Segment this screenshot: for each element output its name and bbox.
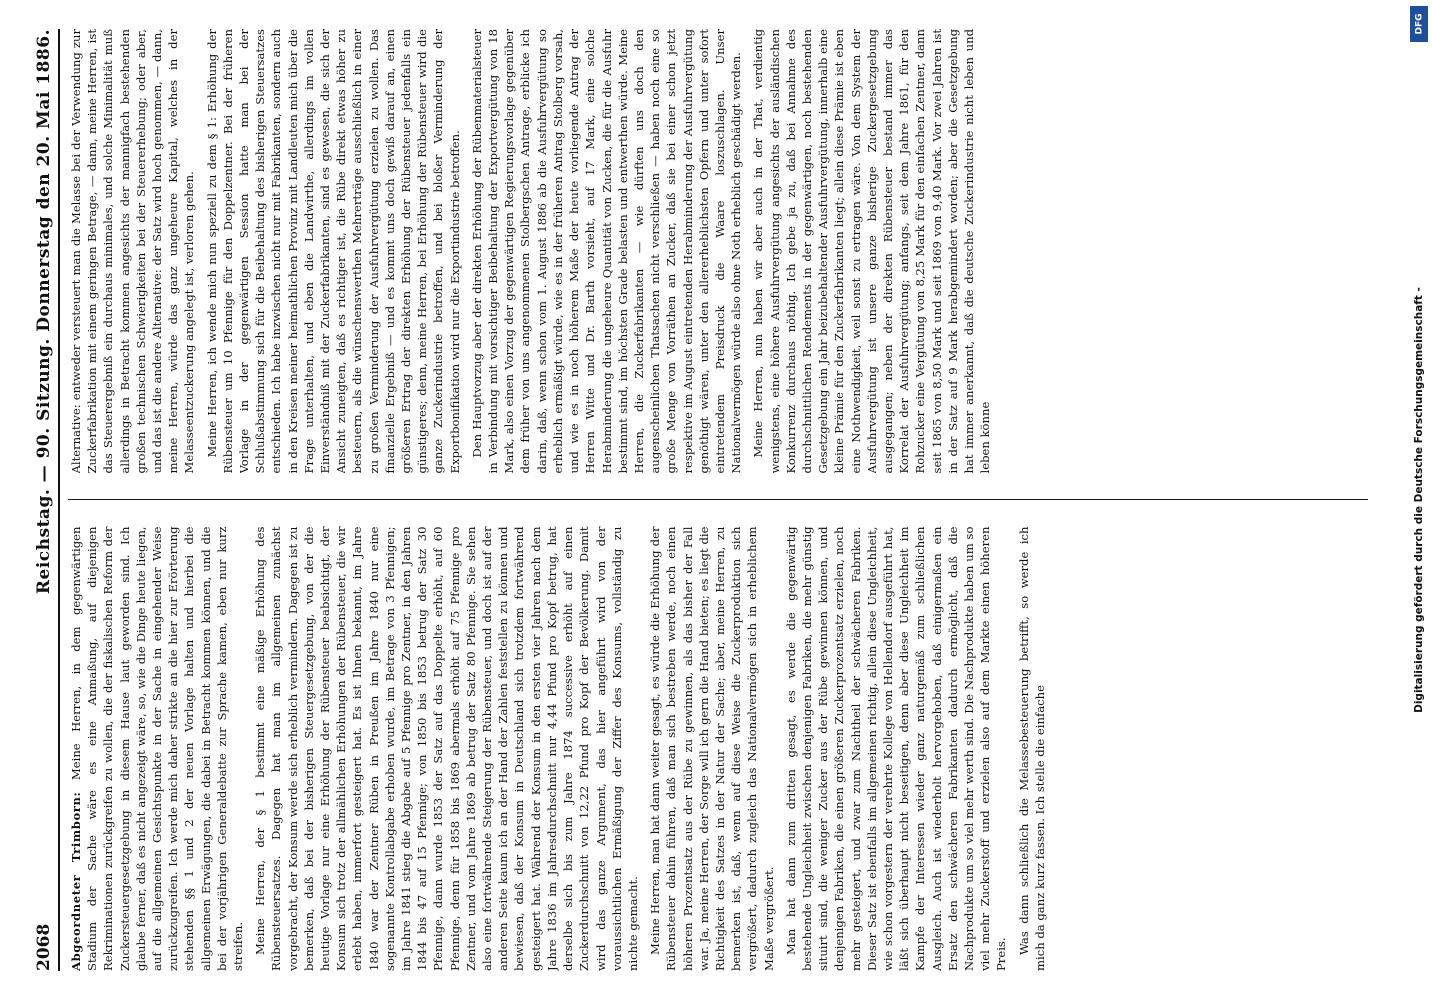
digitization-credit — [1412, 8, 1426, 992]
paragraph: Was dann schließlich die Melassebesteuerung betrifft, so werde ich mich da ganz kurz fassen. Ich stelle die einfache — [1016, 526, 1047, 971]
page-header — [34, 29, 60, 971]
speaker-name: Abgeordneter Trimborn: — [69, 791, 83, 971]
paragraph: Meine Herren, man hat dann weiter gesagt, es würde die Erhöhung der Rübensteuer dahin führen, daß man sich bestreben werde, noch einen höheren Prozentsatz aus der Rübe zu gewinnen, als das bisher der Fall war. Ja, meine Herren, der Sorge will ich gern die Hand bieten; es liegt die Richtigkeit des Satzes in der Natur der Sache; aber, meine Herren, zu bemerken ist, daß, wenn auf diese Weise die Zuckerproduktion sich vergrößert, dadurch zugleich das Nationalvermögen sich in erheblichem Maße vergrößert. — [648, 526, 776, 971]
dfg-logo-text: DFG — [1414, 13, 1425, 35]
paragraph: Alternative: entweder versteuert man die Melasse bei der Verwendung zur Zuckerfabrikation mit einem geringen Betrage, — dann, meine Herren, ist das Steuerergebniß ein durchaus minimales, und solche Minimalität muß allerdings in Betracht kommen angesichts der mannigfach bestehenden großen technischen Schwierigkeiten bei der Steuererhebung; oder aber, und das ist die andere Alternative: der Satz wird hoch genommen, — dann, meine Herren, würde das ganz ungeheure Kapital, welches in der Melasseentzuckerung angelegt ist, verloren gehen. — [69, 29, 197, 474]
column-right — [68, 29, 1368, 474]
column-divider — [68, 500, 1368, 501]
paragraph: Meine Herren, der § 1 bestimmt eine mäßige Erhöhung des Rübensteuersatzes. Dagegen hat man im allgemeinen zunächst vorgebracht, der Konsum werde sich erheblich vermindern. Dagegen ist zu bemerken, daß bei der bisherigen Steuergesetzgebung, von der die heutige Vorlage nur eine Erhöhung der Rübensteuer beabsichtigt, der Konsum sich trotz der allmählichen Erhöhungen der Rübensteuer, die wir erlebt haben, immerfort gesteigert hat. Es ist Ihnen bekannt, im Jahre 1840 war der Zentner Rüben in Preußen im Jahre 1840 nur eine sogenannte Kontrollabgabe erhoben wurde, im Betrage von 3 Pfennigen; im Jahre 1841 stieg die Abgabe auf 5 Pfennige pro Zentner, in den Jahren 1844 bis 47 auf 15 Pfennige; von 1850 bis 1853 betrug der Satz 30 Pfennige, dann wurde 1853 der Satz auf das Doppelte erhöht, auf 60 Pfennige, denn für 1858 bis 1869 abermals erhöht auf 75 Pfennige pro Zentner, und vom Jahre 1869 ab betrug der Satz 80 Pfennige. Sie sehen also eine fortwährende Steigerung der Rübensteuer, und doch ist auf der anderen Seite kaum ich an der Hand der Zahlen feststellen zu können und bewiesen, daß der Konsum in Deutschland sich trotzdem fortwährend gesteigert hat. Während der Konsum in den ersten vier Jahren nach dem Jahre 1836 im Jahresdurchschnitt nur 4,44 Pfund pro Kopf betrug, hat derselbe sich bis zum Jahre 1874 successive erhöht auf einen Zuckerdurchschnitt von 12,22 Pfund pro Kopf der Bevölkerung. Damit wird das ganze Argument, das hier angeführt wird von der voraussichtlichen Ermäßigung der Ziffer des Konsums, vollständig zu nichte gemacht. — [253, 526, 640, 971]
paragraph: Man hat dann zum dritten gesagt, es werde die gegenwärtig bestehende Ungleichheit zwischen denjenigen Fabriken, die mehr günstig situirt sind, die weniger Zucker aus der Rübe gewinnen können, und denjenigen Fabriken, die einen größeren Zuckerprozentsatz erzielen, noch mehr gesteigert, und zwar zum Nachtheil der schwächeren Fabriken. Dieser Satz ist ebenfalls im allgemeinen richtig, allein diese Ungleichheit, wie schon vorgestern der verehrte Kollege von Hellendorf ausgeführt hat, läßt sich überhaupt nicht beseitigen, denn aber diese Ungleichheit im Kampfe der Interessen wieder ganz naturgemäß zum schließlichen Ausgleich. Auch ist wiederholt hervorgehoben, daß einigermaßen ein Ersatz den schwächeren Fabrikanten dadurch ermöglicht, daß die Nachprodukte um so viel mehr werth sind. Die Nachprodukte haben um so viel mehr Zuckerstoff und erzielen also auf dem Markte einen höheren Preis. — [783, 526, 1009, 971]
paragraph: Meine Herren, ich wende mich nun speziell zu dem § 1: Erhöhung der Rübensteuer um 10 Pfennige für den Doppelzentner. Bei der früheren Vorlage in der gegenwärtigen Session hatte man bei der Schlußabstimmung sich für die Beibehaltung des bisherigen Steuersatzes entschieden. Ich habe inzwischen nicht nur mit Fabrikanten, sondern auch in den Kreisen meiner heimathlichen Provinz mit Landleuten mich über die Frage unterhalten, und eben die Landwirthe, allerdings im vollen Einverständniß mit der Zuckerfabrikanten, sind es gewesen, die sich der Ansicht zuneigten, daß es richtiger ist, die Rübe direkt etwas höher zu besteuern, als die wünschenswerthen Mehrerträge ausschließlich in einer zu großen Verminderung der Ausfuhrvergütung erzielen zu wollen. Das finanzielle Ergebniß — und es kommt uns doch gewiß darauf an, einen größeren Ertrag der direkten Erhöhung der Rübensteuer jedenfalls ein günstigeres; denn, meine Herren, bei Erhöhung der Rübensteuer wird die ganze Zuckerindustrie betroffen, und bei bloßer Verminderung der Exportbonifikation wird nur die Exportindustrie betroffen. — [204, 29, 462, 474]
paragraph-text: Meine Herren, in dem gegenwärtigen Stadium der Sache wäre es eine Anmaßung, auf diejenigen Rekriminationen zurückgreifen zu wollen, die der fiskalischen Reform der Zuckersteuergesetzgebung in diesem Hause laut geworden sind. Ich glaube ferner, daß es nicht angezeigt wäre, so, wie die Dinge heute liegen, auf die allgemeinen Gesichtspunkte in der Sache in eingehender Weise zurückzugreifen. Ich werde mich daher strikte an die hier zur Erörterung stehenden §§ 1 und 2 der neuen Vorlage halten und hierbei die allgemeinen Erwägungen, die dabei in Betracht kommen können, und die bei der vorjährigen Generaldebatte zur Sprache kamen, eben nur kurz streifen. — [69, 526, 246, 971]
paragraph — [68, 527, 246, 972]
credit-text: Digitalisierung gefördert durch die Deutsche Forschungsgemeinschaft - — [1413, 287, 1425, 713]
page-number: 2068 — [34, 923, 54, 971]
document-page — [20, 5, 1412, 995]
paragraph: Den Hauptvorzug aber der direkten Erhöhung der Rübenmaterialsteuer in Verbindung mit vorsichtiger Beibehaltung der Exportvergütung von 18 Mark, also einen Vorzug der gegenwärtigen Regierungsvorlage gegenüber dem früher von uns angenommenen Stolbergschen Antrage, erblicke ich darin, daß, wenn schon vom 1. August 1886 ab die Ausfuhrvergütung so erheblich ermäßigt würde, wie es in der früheren Antrag Stolberg vorsah, und wie es in noch höherem Maße der heute vorliegende Antrag der Herren Witte und Dr. Barth vorsieht, auf 17 Mark, eine solche Herabminderung die ungeheure Quantität von Zucken, die für die Ausfuhr bestimmt sind, im höchsten Grade belasten und entwerthen würde. Meine Herren, die Zuckerfabrikanten — wie dürften uns doch den augenscheinlichen Thatsachen nicht verschließen — haben noch eine so große Menge von Vorräthen an Zucker, daß sie bei einer schon jetzt respektive im August eintretenden Herabminderung der Ausfuhrvergütung genöthigt wären, unter den allererheblichsten Opfern und unter sofort eintretendem Preisdruck die Waare loszuschlagen. Unser Nationalvermögen würde also ohne Noth erheblich geschädigt werden. — [469, 29, 744, 474]
column-left — [68, 527, 1368, 972]
text-columns — [68, 29, 1368, 971]
page-title: Reichstag. — 90. Sitzung. Donnerstag den 20. Mai 1886. — [34, 29, 54, 595]
dfg-logo — [1410, 6, 1428, 42]
paragraph: Meine Herren, nun haben wir aber auch in der That, verdientig wenigstens, eine höhere Ausfuhrvergütung angesichts der ausländischen Konkurrenz durchaus nöthig. Ich gebe ja zu, daß bei Annahme des durchschnittlichen Rendements in der gegenwärtigen, noch bestehenden Gesetzgebung ein Jahr beizubehaltender Ausfuhrvergütung, innerhalb eine kleine Prämie für den Zuckerfabrikanten liegt; allein diese Prämie ist eben eine Nothwendigkeit, weil sonst zu ertragen wäre. Von dem System der Ausfuhrvergütung ist unsere ganze bisherige Zuckergesetzgebung ausgegangen; neben der direkten Rübensteuer bestand immer das Korrelat der Ausfuhrvergütung; anfangs, seit dem Jahre 1861, für den Rohzucker eine Vergütung von 8,25 Mark für den einfachen Zentner, dann seit 1865 von 8,50 Mark und seit 1869 von 9,40 Mark. Vor zwei Jahren ist in der Satz auf 9 Mark herabgemindert worden; aber die Gesetzgebung hat immer anerkannt, daß die deutsche Zuckerindustrie nicht leben und leben könne — [751, 29, 993, 474]
